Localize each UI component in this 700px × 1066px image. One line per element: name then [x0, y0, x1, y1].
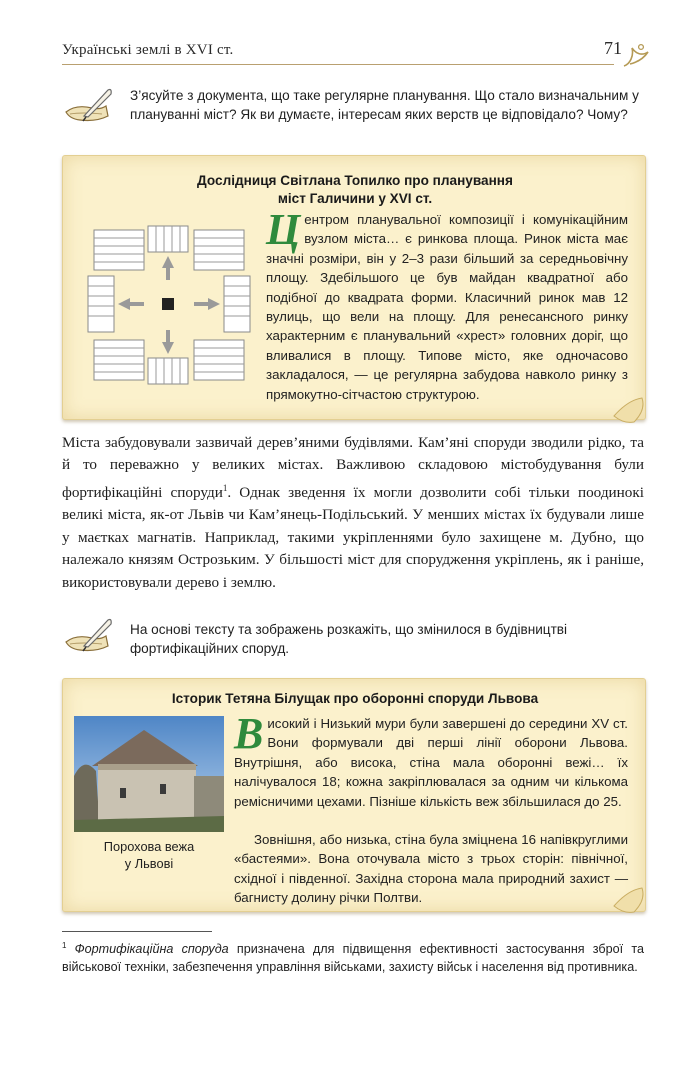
header-rule	[62, 64, 614, 65]
source-2-paragraph-1: исокий і Низький мури були завершені до середини XV ст. Вони формували дві перші лінії оборони Львова. Внутрішня, або висока, стіна мала оборонні вежі… їх налічувалося 18; кожна закріплювалася за одним чи кількома ремісничими цехами. Пізніше кількість веж збільшилася до 25.	[234, 716, 628, 809]
footnote-mark: 1	[62, 941, 67, 950]
main-paragraph	[62, 432, 644, 594]
source-1-title	[120, 172, 590, 208]
source-2-text-2	[74, 830, 628, 908]
page-header	[62, 38, 644, 66]
source-1-title-line-1: Дослідниця Світлана Топилко про планування	[197, 173, 513, 188]
task-question-1: З’ясуйте з документа, що таке регулярне планування. Що стало визначальним у плануванні міст? Як ви думаєте, інтересам яких верств це відповідало? Чому?	[130, 88, 639, 122]
photo-caption-line-1: Порохова вежа	[103, 839, 195, 854]
source-2-text-1	[234, 709, 628, 811]
footnote	[62, 937, 644, 976]
footnote-reference: 1	[222, 482, 228, 493]
source-2-title: Історик Тетяна Білущак про оборонні споруди Львова	[171, 691, 539, 706]
footnote-separator	[62, 931, 212, 932]
quill-task-icon	[62, 86, 114, 126]
main-paragraph-part-1: Міста забудовували зазвичай дерев’яними будівлями. Кам’яні споруди зводили рідко, та й то переважно у великих містах. Важливою складовою містобудування були фортифікаційні споруди	[62, 434, 644, 501]
footnote-term: Фортифікаційна споруда	[74, 942, 229, 957]
source-1-text	[266, 205, 628, 404]
main-paragraph-part-2: . Однак зведення їх могли дозволити собі тільки поодинокі великі міста, як-от Львів чи Кам’янець-Подільський. У менших містах їх будували лише у маєтках магнатів. Наприклад, такими укріпленнями було захищене м. Дубно, що належало князям Острозьким. У більшості міст для спорудження укріплень, як і раніше, використовували дерево і землю.	[62, 483, 644, 591]
city-plan-diagram	[84, 220, 254, 390]
source-1-body: ентром планувальної композиції і комунікаційним вузлом міста… є ринкова площа. Ринок міста має значні розміри, він у 2–3 рази більший за середньовічну площу. Здебільшого це був майдан квадратної або подібної до квадрата форми. Класичний ринок мав 12 вулиць, що вели на площу. Для ренесансного ринку характерним є планувальний «хрест» головних доріг, що вливалися в площу. Типове місто, яке одночасово закладалося, — це регулярна забудова навколо ринку з прямокутно-сітчастою структурою.	[266, 212, 628, 402]
task-question-2: На основі тексту та зображень розкажіть, що змінилося в будівництві фортифікаційних споруд.	[130, 622, 568, 656]
running-title: Українські землі в XVI ст.	[62, 42, 234, 58]
powder-tower-photo	[74, 716, 224, 832]
photo-caption-line-2: у Львові	[124, 856, 174, 871]
dropcap-letter: Ц	[266, 205, 301, 254]
page-number: 71	[604, 38, 622, 58]
dropcap-letter: В	[234, 709, 264, 758]
quill-task-icon	[62, 616, 114, 656]
source-1-title-line-2: міст Галичини у XVI ст.	[277, 191, 433, 206]
source-2-paragraph-2: Зовнішня, або низька, стіна була зміцнена 16 напівкруглими «бастеями». Вона оточувала місто з трьох сторін: північної, східної і південної. Західна сторона мала природний захист — багнисту долину річки Полтви.	[234, 832, 628, 906]
footnote-text: призначена для підвищення ефективності застосування зброї та військової техніки, забезпечення управління військами, захисту військ і населення від противника.	[62, 942, 644, 974]
ornament-icon	[622, 42, 650, 68]
